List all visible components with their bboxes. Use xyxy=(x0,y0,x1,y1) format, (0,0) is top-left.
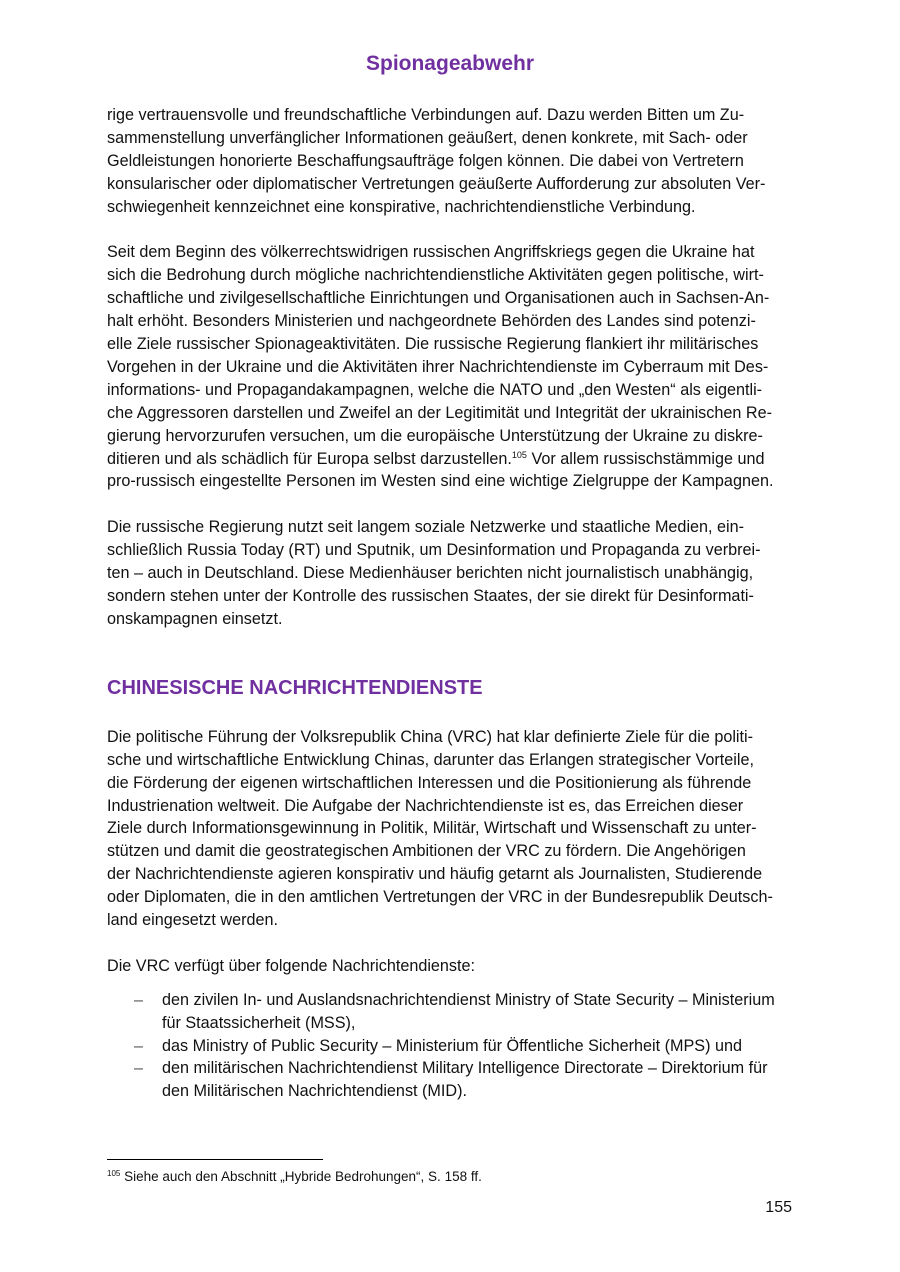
text-line: pro-russisch eingestellte Personen im Westen sind eine wichtige Zielgruppe der Kampagnen. xyxy=(107,472,774,491)
text-line: che Aggressoren darstellen und Zweifel an der Legitimität und Integrität der ukrainischen Re- xyxy=(107,403,772,422)
dash-bullet-icon: – xyxy=(134,1059,144,1078)
text-line: sammenstellung unverfänglicher Informationen geäußert, denen konkrete, mit Sach- oder xyxy=(107,128,748,147)
text-line: elle Ziele russischer Spionageaktivitäten. Die russische Regierung flankiert ihr militärisches xyxy=(107,335,759,354)
text-line: oder Diplomaten, die in den amtlichen Vertretungen der VRC in der Bundesrepublik Deutsch- xyxy=(107,888,773,907)
footnote-reference[interactable]: 105 xyxy=(511,449,527,460)
text-line: ten – auch in Deutschland. Diese Medienhäuser berichten nicht journalistisch unabhängig, xyxy=(107,564,754,583)
footnote-text: Siehe auch den Abschnitt „Hybride Bedrohungen“, S. 158 ff. xyxy=(120,1169,482,1184)
text-line: den zivilen In- und Auslandsnachrichtendienst Ministry of State Security – Ministerium xyxy=(162,990,775,1009)
text-line: konsularischer oder diplomatischer Vertretungen geäußerte Aufforderung zur absoluten Ver- xyxy=(107,174,766,193)
paragraph-russia-media xyxy=(107,516,793,631)
text-line: land eingesetzt werden. xyxy=(107,911,278,930)
text-line: das Ministry of Public Security – Ministerium für Öffentliche Sicherheit (MPS) und xyxy=(162,1036,742,1055)
text-line: der Nachrichtendienste agieren konspirativ und häufig getarnt als Journalisten, Studierende xyxy=(107,865,763,884)
page-body xyxy=(107,104,793,1103)
paragraph-china-goals xyxy=(107,726,793,932)
text-line: den militärischen Nachrichtendienst Military Intelligence Directorate – Direktorium für xyxy=(162,1059,768,1078)
text-line: sich die Bedrohung durch mögliche nachrichtendienstliche Aktivitäten gegen politische, wirt- xyxy=(107,266,764,285)
paragraph-intro-1 xyxy=(107,104,793,219)
text-line: stützen und damit die geostrategischen Ambitionen der VRC zu fördern. Die Angehörigen xyxy=(107,842,746,861)
text-line: Vorgehen in der Ukraine und die Aktivitäten ihrer Nachrichtendienste im Cyberraum mit Des- xyxy=(107,357,769,376)
text-fragment: ditieren und als schädlich für Europa selbst darzustellen. xyxy=(107,449,512,468)
text-line: die Förderung der eigenen wirtschaftlichen Interessen und die Positionierung als führende xyxy=(107,773,752,792)
text-line: Geldleistungen honorierte Beschaffungsaufträge folgen können. Die dabei von Vertretern xyxy=(107,151,744,170)
list-item xyxy=(107,1035,793,1058)
footnote-number: 105 xyxy=(107,1169,121,1178)
text-line: für Staatssicherheit (MSS), xyxy=(162,1013,356,1032)
text-line: rige vertrauensvolle und freundschaftliche Verbindungen auf. Dazu werden Bitten um Zu- xyxy=(107,106,745,124)
text-line: Die VRC verfügt über folgende Nachrichtendienste: xyxy=(107,956,476,975)
text-line: Die russische Regierung nutzt seit langem soziale Netzwerke und staatliche Medien, ein- xyxy=(107,518,745,537)
text-line: schließlich Russia Today (RT) und Sputnik, um Desinformation und Propaganda zu verbrei- xyxy=(107,541,761,560)
page-title: Spionageabwehr xyxy=(365,52,535,75)
text-line: schaftliche und zivilgesellschaftliche Einrichtungen und Organisationen auch in Sachsen-An- xyxy=(107,289,770,308)
page-number: 155 xyxy=(765,1199,792,1216)
text-line-with-footnote xyxy=(107,448,793,471)
text-line: sondern stehen unter der Kontrolle des russischen Staates, der sie direkt für Desinformati- xyxy=(107,587,754,605)
footnote xyxy=(107,1168,482,1186)
list-item xyxy=(107,989,793,1035)
paragraph-russia-threat xyxy=(107,241,793,493)
text-line: den Militärischen Nachrichtendienst (MID). xyxy=(162,1082,467,1101)
text-fragment: Vor allem russischstämmige und xyxy=(526,449,765,468)
text-line: informations- und Propagandakampagnen, welche die NATO und „den Westen“ als eigentli- xyxy=(107,380,763,399)
intelligence-services-list xyxy=(107,989,793,1104)
text-line: schwiegenheit kennzeichnet eine konspirative, nachrichtendienstliche Verbindung. xyxy=(107,197,696,216)
text-line: halt erhöht. Besonders Ministerien und nachgeordnete Behörden des Landes sind potenzi- xyxy=(107,312,756,331)
text-line: Ziele durch Informationsgewinnung in Politik, Militär, Wirtschaft und Wissenschaft zu unter- xyxy=(107,819,757,838)
text-line: sche und wirtschaftliche Entwicklung Chinas, darunter das Erlangen strategischer Vorteile, xyxy=(107,750,754,769)
list-item xyxy=(107,1057,793,1103)
section-heading: CHINESISCHE NACHRICHTENDIENSTE xyxy=(107,676,483,699)
text-line: Die politische Führung der Volksrepublik China (VRC) hat klar definierte Ziele für die politi- xyxy=(107,727,753,746)
dash-bullet-icon: – xyxy=(134,990,144,1009)
list-intro xyxy=(107,955,793,978)
text-line: Industrienation weltweit. Die Aufgabe der Nachrichtendienste ist es, das Erreichen dieser xyxy=(107,796,744,815)
dash-bullet-icon: – xyxy=(134,1036,144,1055)
footnote-separator xyxy=(107,1159,323,1160)
text-line: gierung hervorzurufen versuchen, um die europäische Unterstützung der Ukraine zu diskre- xyxy=(107,426,763,445)
text-line: Seit dem Beginn des völkerrechtswidrigen russischen Angriffskriegs gegen die Ukraine hat xyxy=(107,243,755,262)
text-line: onskampagnen einsetzt. xyxy=(107,609,283,628)
